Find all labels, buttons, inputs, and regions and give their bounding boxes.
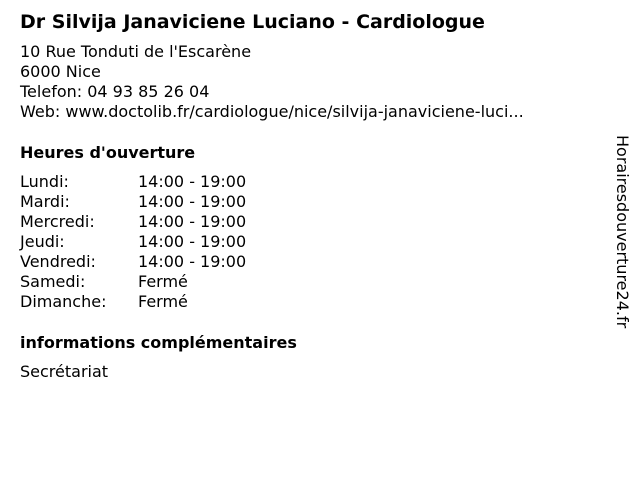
additional-info-heading: informations complémentaires xyxy=(20,333,297,352)
hours-row-mardi xyxy=(20,192,600,212)
hours-day: Vendredi: xyxy=(20,252,96,271)
opening-hours-table xyxy=(20,172,600,312)
address-street: 10 Rue Tonduti de l'Escarène xyxy=(20,42,252,61)
phone-number: Telefon: 04 93 85 26 04 xyxy=(20,82,210,101)
site-watermark: Horairesdouverture24.fr xyxy=(613,135,632,329)
hours-day: Mercredi: xyxy=(20,212,95,231)
hours-time: Fermé xyxy=(138,292,188,311)
contact-block xyxy=(20,42,600,122)
hours-day: Lundi: xyxy=(20,172,69,191)
hours-time: 14:00 - 19:00 xyxy=(138,252,247,271)
hours-row-dimanche xyxy=(20,292,600,312)
hours-row-jeudi xyxy=(20,232,600,252)
hours-time: 14:00 - 19:00 xyxy=(138,192,247,211)
hours-day: Dimanche: xyxy=(20,292,107,311)
additional-info-text: Secrétariat xyxy=(20,362,109,381)
hours-day: Mardi: xyxy=(20,192,70,211)
hours-day: Jeudi: xyxy=(20,232,65,251)
hours-time: Fermé xyxy=(138,272,188,291)
hours-row-lundi xyxy=(20,172,600,192)
hours-time: 14:00 - 19:00 xyxy=(138,212,247,231)
hours-row-mercredi xyxy=(20,212,600,232)
website-link[interactable]: Web: www.doctolib.fr/cardiologue/nice/silvija-janaviciene-luci... xyxy=(20,102,524,121)
practice-card xyxy=(20,10,600,382)
hours-time: 14:00 - 19:00 xyxy=(138,232,247,251)
hours-day: Samedi: xyxy=(20,272,86,291)
page-title: Dr Silvija Janaviciene Luciano - Cardiologue xyxy=(20,11,485,33)
hours-row-vendredi xyxy=(20,252,600,272)
hours-row-samedi xyxy=(20,272,600,292)
address-city: 6000 Nice xyxy=(20,62,101,81)
hours-time: 14:00 - 19:00 xyxy=(138,172,247,191)
opening-hours-heading: Heures d'ouverture xyxy=(20,143,196,162)
